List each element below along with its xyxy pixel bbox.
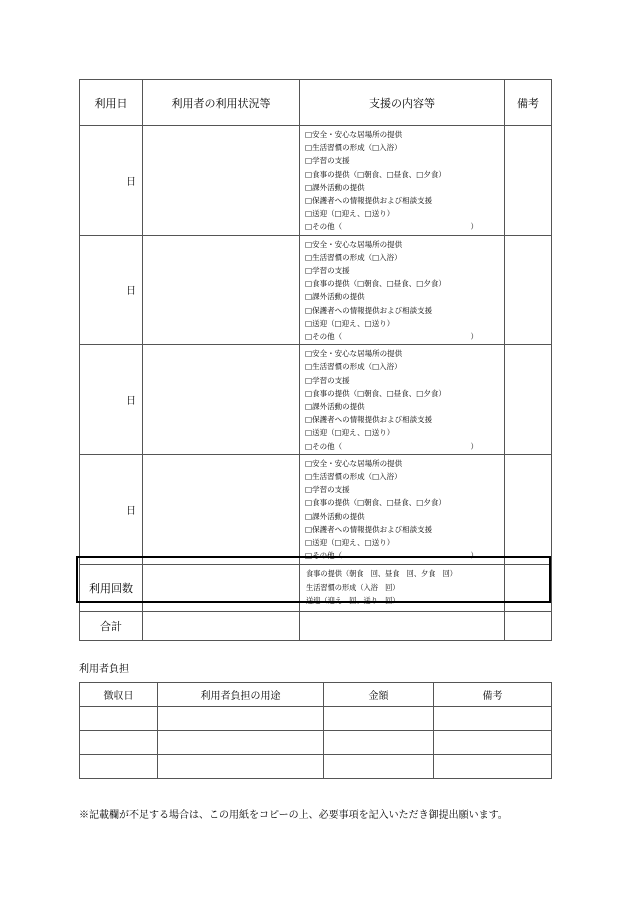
- support-item-checkbox[interactable]: □送迎（□迎え、□送り）: [305, 428, 395, 438]
- support-item-other-label: □その他（: [305, 332, 343, 342]
- header-burden-remarks: 備考: [434, 683, 552, 707]
- burden-row: [80, 755, 552, 779]
- support-item-checkbox[interactable]: □安全・安心な居場所の提供: [305, 239, 403, 249]
- support-item-other-close: ）: [470, 222, 478, 232]
- burden-date-cell[interactable]: [80, 731, 158, 755]
- header-support-content: 支援の内容等: [300, 80, 505, 126]
- burden-remarks-cell[interactable]: [434, 731, 552, 755]
- burden-purpose-cell[interactable]: [158, 707, 324, 731]
- day-row: [80, 235, 552, 345]
- burden-row: [80, 707, 552, 731]
- burden-row: [80, 731, 552, 755]
- day-row: [80, 454, 552, 564]
- burden-remarks-cell[interactable]: [434, 755, 552, 779]
- support-item-other[interactable]: [305, 549, 504, 562]
- header-burden-purpose: 利用者負担の用途: [158, 683, 324, 707]
- usage-count-line-meals: 食事の提供（朝食 回、昼食 回、夕食 回）: [306, 569, 457, 579]
- support-item-checkbox[interactable]: □食事の提供（□朝食、□昼食、□夕食）: [305, 498, 446, 508]
- day-cell[interactable]: 日: [80, 235, 143, 345]
- support-item-checkbox[interactable]: □課外活動の提供: [305, 511, 365, 521]
- footnote: ※記載欄が不足する場合は、この用紙をコピーの上、必要事項を記入いただき御提出願います。: [79, 810, 508, 821]
- support-item-checkbox[interactable]: □食事の提供（□朝食、□昼食、□夕食）: [305, 279, 446, 289]
- header-remarks: 備考: [505, 80, 552, 126]
- burden-remarks-cell[interactable]: [434, 707, 552, 731]
- day-cell[interactable]: 日: [80, 345, 143, 455]
- day-cell[interactable]: 日: [80, 454, 143, 564]
- support-content-cell: [300, 454, 505, 564]
- support-item-other-label: □その他（: [305, 551, 343, 561]
- support-item-checkbox[interactable]: □生活習慣の形成（□入浴）: [305, 362, 402, 372]
- support-item-other-close: ）: [470, 551, 478, 561]
- header-usage-date: 利用日: [80, 80, 143, 126]
- support-item-checkbox[interactable]: □学習の支援: [305, 375, 350, 385]
- burden-header-row: [80, 683, 552, 707]
- usage-count-label: 利用回数: [80, 564, 143, 611]
- support-item-other[interactable]: [305, 330, 504, 343]
- burden-date-cell[interactable]: [80, 707, 158, 731]
- support-item-checkbox[interactable]: □食事の提供（□朝食、□昼食、□夕食）: [305, 169, 446, 179]
- support-item-checkbox[interactable]: □課外活動の提供: [305, 402, 365, 412]
- support-item-checkbox[interactable]: □生活習慣の形成（□入浴）: [305, 143, 402, 153]
- support-content-cell: [300, 126, 505, 236]
- support-item-checkbox[interactable]: □保護者への情報提供および相談支援: [305, 524, 433, 534]
- support-item-checkbox[interactable]: □保護者への情報提供および相談支援: [305, 305, 433, 315]
- total-remarks-cell[interactable]: [505, 611, 552, 640]
- remarks-cell[interactable]: [505, 126, 552, 236]
- usage-count-list: [300, 564, 505, 611]
- support-item-checkbox[interactable]: □課外活動の提供: [305, 182, 365, 192]
- support-content-cell: [300, 345, 505, 455]
- burden-amount-cell[interactable]: [324, 707, 434, 731]
- day-row: [80, 345, 552, 455]
- user-burden-table: [79, 682, 552, 779]
- usage-count-status-cell[interactable]: [143, 564, 300, 611]
- burden-date-cell[interactable]: [80, 755, 158, 779]
- support-content-cell: [300, 235, 505, 345]
- support-item-other-close: ）: [470, 332, 478, 342]
- total-support-cell[interactable]: [300, 611, 505, 640]
- support-item-checkbox[interactable]: □保護者への情報提供および相談支援: [305, 196, 433, 206]
- burden-amount-cell[interactable]: [324, 731, 434, 755]
- usage-status-cell[interactable]: [143, 454, 300, 564]
- header-collection-date: 徴収日: [80, 683, 158, 707]
- remarks-cell[interactable]: [505, 454, 552, 564]
- remarks-cell[interactable]: [505, 235, 552, 345]
- usage-count-line-transport: 送迎（迎え 回、送り 回）: [306, 596, 400, 606]
- support-item-checkbox[interactable]: □保護者への情報提供および相談支援: [305, 415, 433, 425]
- day-row: [80, 126, 552, 236]
- support-item-other-label: □その他（: [305, 222, 343, 232]
- support-item-checkbox[interactable]: □学習の支援: [305, 156, 350, 166]
- burden-purpose-cell[interactable]: [158, 755, 324, 779]
- burden-amount-cell[interactable]: [324, 755, 434, 779]
- support-item-checkbox[interactable]: □安全・安心な居場所の提供: [305, 130, 403, 139]
- support-item-checkbox[interactable]: □安全・安心な居場所の提供: [305, 349, 403, 359]
- support-item-checkbox[interactable]: □学習の支援: [305, 266, 350, 276]
- support-item-checkbox[interactable]: □送迎（□迎え、□送り）: [305, 318, 395, 328]
- support-item-checkbox[interactable]: □安全・安心な居場所の提供: [305, 458, 403, 468]
- support-item-other-label: □その他（: [305, 441, 343, 451]
- usage-status-cell[interactable]: [143, 345, 300, 455]
- support-item-other-close: ）: [470, 441, 478, 451]
- burden-purpose-cell[interactable]: [158, 731, 324, 755]
- support-item-checkbox[interactable]: □送迎（□迎え、□送り）: [305, 209, 395, 219]
- support-item-checkbox[interactable]: □課外活動の提供: [305, 292, 365, 302]
- usage-count-remarks-cell[interactable]: [505, 564, 552, 611]
- burden-section-title: 利用者負担: [79, 664, 129, 675]
- total-row: [80, 611, 552, 640]
- support-item-checkbox[interactable]: □食事の提供（□朝食、□昼食、□夕食）: [305, 388, 446, 398]
- header-amount: 金額: [324, 683, 434, 707]
- support-item-checkbox[interactable]: □学習の支援: [305, 485, 350, 495]
- usage-count-row: [80, 564, 552, 611]
- support-item-checkbox[interactable]: □生活習慣の形成（□入浴）: [305, 252, 402, 262]
- remarks-cell[interactable]: [505, 345, 552, 455]
- total-status-cell[interactable]: [143, 611, 300, 640]
- support-item-other[interactable]: [305, 440, 504, 453]
- support-item-other[interactable]: [305, 220, 504, 233]
- support-item-checkbox[interactable]: □送迎（□迎え、□送り）: [305, 538, 395, 548]
- usage-count-line-bath: 生活習慣の形成（入浴 回）: [306, 582, 400, 592]
- header-row: [80, 80, 552, 126]
- day-cell[interactable]: 日: [80, 126, 143, 236]
- usage-status-cell[interactable]: [143, 235, 300, 345]
- header-usage-status: 利用者の利用状況等: [143, 80, 300, 126]
- usage-status-cell[interactable]: [143, 126, 300, 236]
- support-item-checkbox[interactable]: □生活習慣の形成（□入浴）: [305, 472, 402, 482]
- usage-record-table: [79, 79, 552, 641]
- total-label: 合計: [80, 611, 143, 640]
